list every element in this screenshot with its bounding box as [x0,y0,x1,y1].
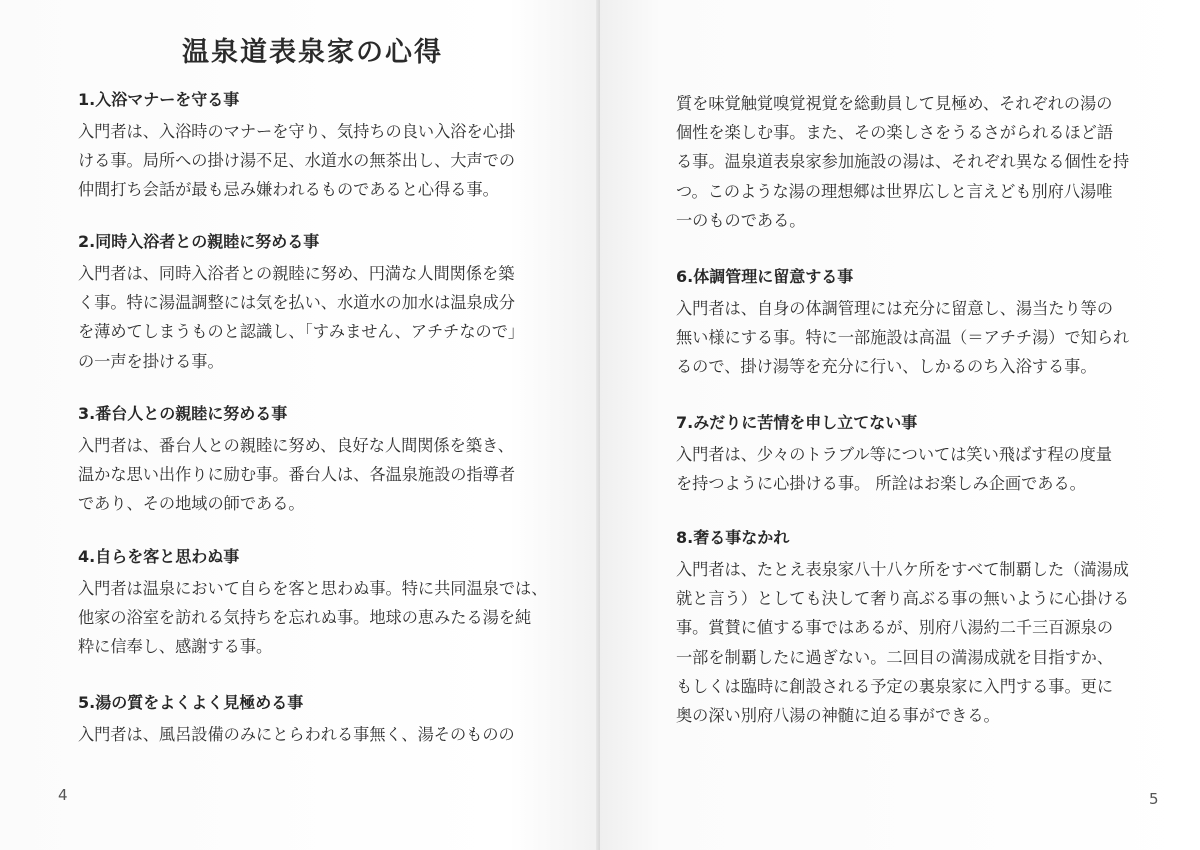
section-heading: 6.体調管理に留意する事 [676,267,854,286]
page-number: 5 [1149,790,1159,808]
body-line: を持つように心掛ける事。 所詮はお楽しみ企画である。 [676,474,1086,494]
section-heading: 5.湯の質をよくよく見極める事 [78,693,304,712]
body-line: の一声を掛ける事。 [78,351,224,371]
section-1 [78,89,515,205]
body-line: を薄めてしまうものと認識し、「すみません、アチチなので」 [78,322,525,342]
body-line: 入門者は、風呂設備のみにとらわれる事無く、湯そのものの [78,725,515,744]
section-heading: 8.奢る事なかれ [676,528,790,547]
section-8 [676,527,1129,730]
section-heading: 7.みだりに苦情を申し立てない事 [676,413,918,432]
body-line: く事。特に湯温調整には気を払い、水道水の加水は温泉成分 [78,293,516,313]
body-line: ける事。局所への掛け湯不足、水道水の無茶出し、大声での [78,151,516,171]
body-line: 仲間打ち会話が最も忌み嫌われるものであると心得る事。 [78,180,499,200]
body-line: る事。温泉道表泉家参加施設の湯は、それぞれ異なる個性を持 [676,152,1130,172]
section-heading: 4.自らを客と思わぬ事 [78,547,240,566]
section-5-continuation [676,89,1129,235]
section-3 [78,403,515,519]
section-5 [78,692,515,749]
body-line: であり、その地域の師である。 [78,494,305,514]
body-line: 事。賞賛に値する事ではあるが、別府八湯約二千三百源泉の [676,618,1114,638]
body-line: 奥の深い別府八湯の神髄に迫る事ができる。 [676,706,1000,726]
body-line: 入門者は、入浴時のマナーを守り、気持ちの良い入浴を心掛 [78,122,516,141]
body-line: 他家の浴室を訪れる気持ちを忘れぬ事。地球の恵みたる湯を純 [78,608,532,628]
body-line: 質を味覚触覚嗅覚視覚を総動員して見極め、それぞれの湯の [676,94,1113,113]
body-line: 温かな思い出作りに励む事。番台人は、各温泉施設の指導者 [78,465,516,485]
right-page [600,0,1200,850]
body-line: 一のものである。 [676,210,806,230]
body-line: 入門者は、たとえ表泉家八十八ケ所をすべて制覇した（満湯成 [676,560,1129,579]
page-title: 温泉道表泉家の心得 [182,37,443,68]
section-heading: 2.同時入浴者との親睦に努める事 [78,232,320,251]
body-line: 入門者は、同時入浴者との親睦に努め、円満な人間関係を築 [78,264,515,283]
body-line: 入門者は、少々のトラブル等については笑い飛ばす程の度量 [676,445,1113,464]
body-line: 入門者は、自身の体調管理には充分に留意し、湯当たり等の [676,299,1114,318]
body-line: 個性を楽しむ事。また、その楽しさをうるさがられるほど語 [676,123,1114,143]
body-line: 就と言う）としても決して奢り高ぶる事の無いように心掛ける [676,589,1130,609]
page-number: 4 [58,786,68,804]
section-6 [676,266,1129,382]
body-line: 無い様にする事。特に一部施設は高温（＝アチチ湯）で知られ [676,328,1130,348]
body-line: 一部を制覇したに過ぎない。二回目の満湯成就を目指すか、 [676,647,1114,667]
section-4 [78,546,547,662]
body-line: 粋に信奉し、感謝する事。 [78,637,273,657]
section-heading: 1.入浴マナーを守る事 [78,90,240,109]
body-line: 入門者は温泉において自らを客と思わぬ事。特に共同温泉では、 [78,579,548,598]
body-line: るので、掛け湯等を充分に行い、しかるのち入浴する事。 [676,357,1097,377]
body-line: つ。このような湯の理想郷は世界広しと言えども別府八湯唯 [676,181,1113,201]
section-heading: 3.番台人との親睦に努める事 [78,404,288,423]
section-2 [78,231,524,376]
section-7 [676,412,1112,498]
body-line: もしくは臨時に創設される予定の裏泉家に入門する事。更に [676,676,1114,696]
body-line: 入門者は、番台人との親睦に努め、良好な人間関係を築き、 [78,436,514,455]
